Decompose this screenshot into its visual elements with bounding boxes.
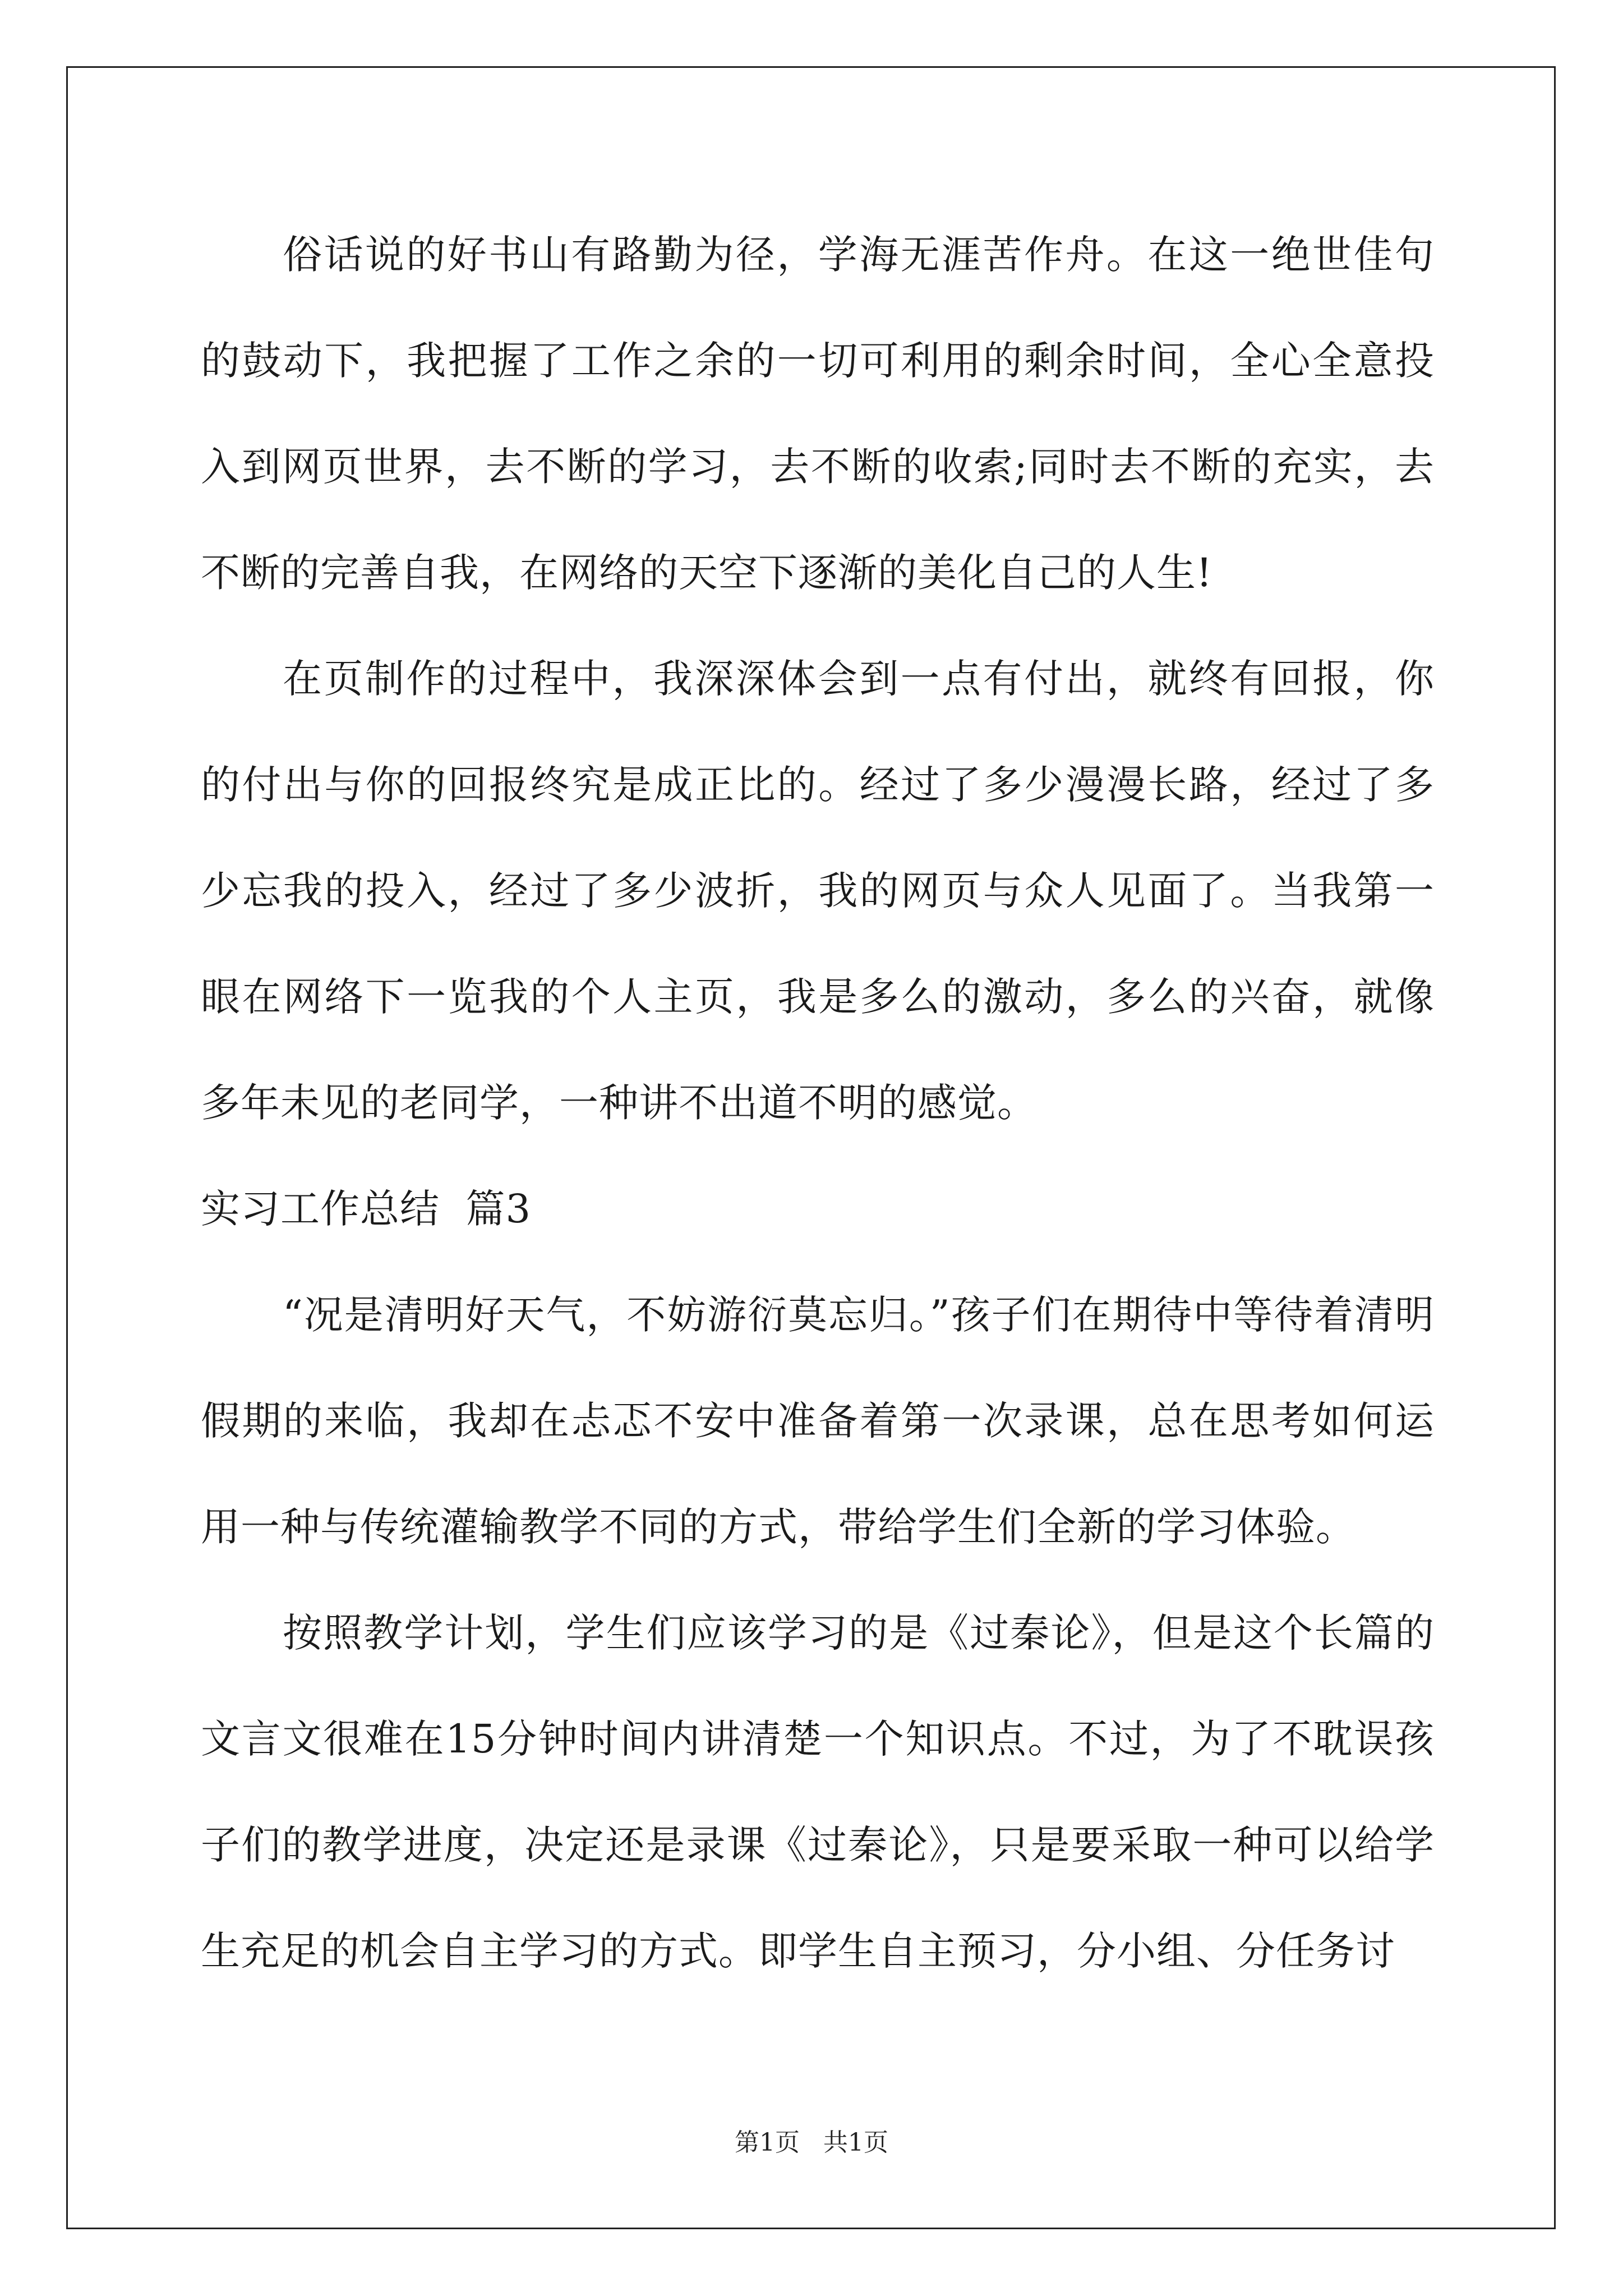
paragraph-3: “况是清明好天气，不妨游衍莫忘归。”孩子们在期待中等待着清明假期的来临，我却在忐忑不安中准备着第一次录课，总在思考如何运用一种与传统灌输教学不同的方式，带给学生们全新的学习体验。	[201, 1292, 1435, 1550]
paragraph-2: 在页制作的过程中，我深深体会到一点有付出，就终有回报，你的付出与你的回报终究是成正比的。经过了多少漫漫长路，经过了多少忘我的投入，经过了多少波折，我的网页与众人见面了。当我第一眼在网络下一览我的个人主页，我是多么的激动，多么的兴奋，就像多年未见的老同学，一种讲不出道不明的感觉。	[201, 656, 1435, 1126]
paragraph-4: 按照教学计划，学生们应该学习的是《过秦论》，但是这个长篇的文言文很难在15分钟时间内讲清楚一个知识点。不过，为了不耽误孩子们的教学进度，决定还是录课《过秦论》，只是要采取一种可以给学生充足的机会自主学习的方式。即学生自主预习，分小组、分任务讨	[201, 1610, 1435, 1974]
page-footer: 第1页 共1页	[735, 2128, 888, 2157]
paragraph-1: 俗话说的好书山有路勤为径，学海无涯苦作舟。在这一绝世佳句的鼓动下，我把握了工作之余的一切可利用的剩余时间，全心全意投入到网页世界，去不断的学习，去不断的收索;同时去不断的充实，去不断的完善自我，在网络的天空下逐渐的美化自己的人生!	[201, 232, 1435, 596]
document-body	[201, 202, 1435, 2004]
section-heading: 实习工作总结 篇3	[201, 1186, 532, 1232]
